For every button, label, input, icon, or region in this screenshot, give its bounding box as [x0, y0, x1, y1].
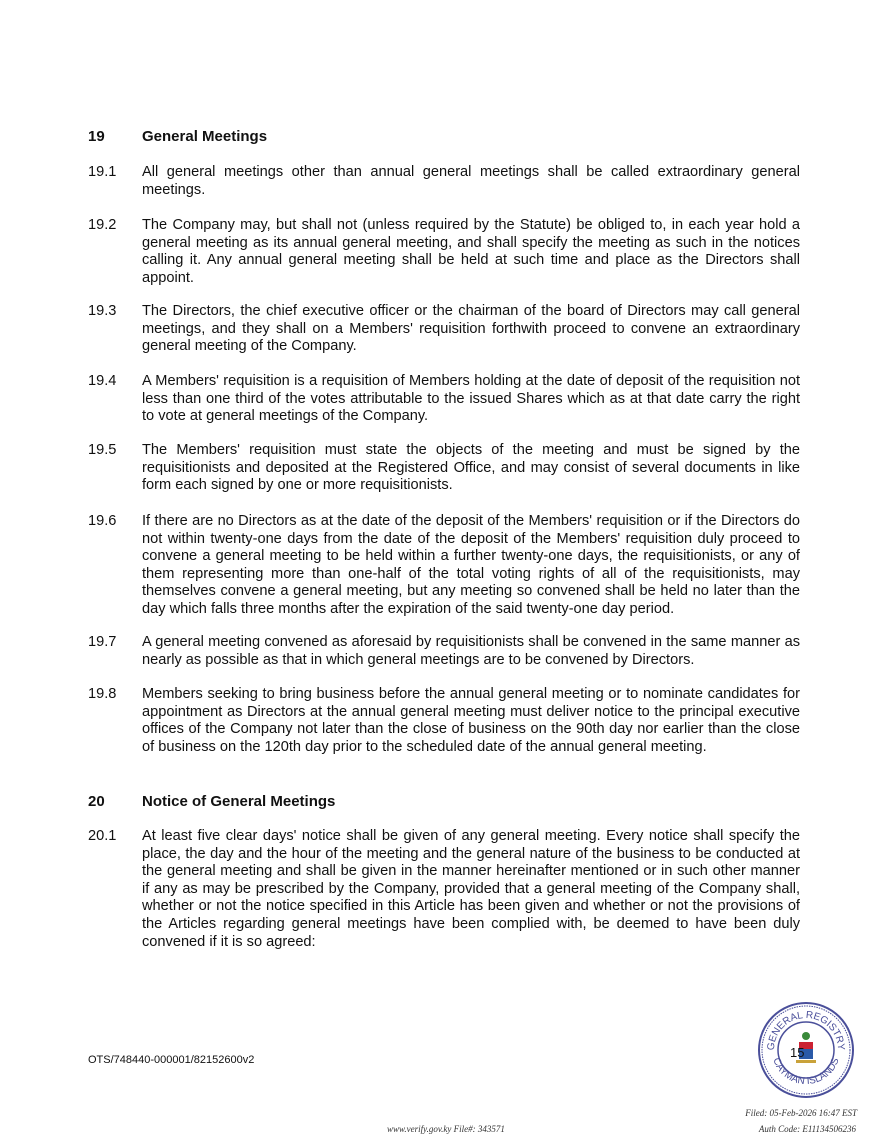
clause-19-2	[88, 217, 800, 287]
clause-number: 19.2	[88, 217, 117, 233]
clause-19-5	[88, 442, 800, 495]
clause-number: 19.3	[88, 303, 117, 319]
document-reference: OTS/748440-000001/82152600v2	[88, 1054, 255, 1066]
svg-text:GENERAL REGISTRY: GENERAL REGISTRY	[765, 1009, 847, 1051]
clause-text: A general meeting convened as aforesaid by requisitionists shall be convened in the same manner as nearly as possible as that in which general meetings are to be convened by Directors.	[142, 634, 800, 668]
clause-number: 19.7	[88, 634, 117, 650]
clause-19-3	[88, 303, 800, 356]
clause-text: All general meetings other than annual general meetings shall be called extraordinary general meetings.	[142, 164, 800, 198]
page-number: 15	[790, 1045, 805, 1060]
clause-number: 19.6	[88, 513, 117, 529]
svg-text:CAYMAN ISLANDS: CAYMAN ISLANDS	[770, 1056, 842, 1088]
clause-text: If there are no Directors as at the date of the deposit of the Members' requisition or if the Directors do not within twenty-one days from the date of the deposit of the Members' requisition duly proceed to convene a general meeting to be held within a further twenty-one days, the requisitionists, or any of them representing more than one-half of the total voting rights of all of the requisitionists, may themselves convene a general meeting, but any meeting so convened shall be held no later than the day which falls three months after the expiration of the said twenty-one day period.	[142, 513, 800, 617]
filed-date: Filed: 05-Feb-2026 16:47 EST	[745, 1108, 857, 1118]
section-heading-19	[88, 128, 800, 146]
clause-text: At least five clear days' notice shall be given of any general meeting. Every notice shall specify the place, the day and the hour of the meeting and the general nature of the business to be conducted at the general meeting and shall be given in the manner hereinafter mentioned or in such other manner if any as may be prescribed by the Company, provided that a general meeting of the Company shall, whether or not the notice specified in this Article has been given and whether or not the provisions of the Articles regarding general meetings have been complied with, be deemed to have been duly convened if it is so agreed:	[142, 828, 800, 950]
section-number: 20	[88, 793, 105, 810]
clause-20-1	[88, 828, 800, 951]
clause-19-1	[88, 164, 800, 199]
section-title: General Meetings	[142, 128, 268, 145]
section-title: Notice of General Meetings	[142, 793, 336, 810]
general-registry-seal-icon	[756, 1000, 856, 1100]
clause-number: 19.5	[88, 442, 117, 458]
clause-text: A Members' requisition is a requisition of Members holding at the date of deposit of the requisition not less than one third of the votes attributable to the issued Shares which as at that date carry the right to vote at general meetings of the Company.	[142, 373, 800, 425]
clause-19-6	[88, 513, 800, 619]
clause-text: The Company may, but shall not (unless required by the Statute) be obliged to, in each year hold a general meeting as its annual general meeting, and shall specify the meeting as such in the notices calling it. Any annual general meeting shall be held at such time and place as the Directors shall appoint.	[142, 217, 800, 286]
clause-text: The Members' requisition must state the objects of the meeting and must be signed by the requisitionists and deposited at the Registered Office, and may consist of several documents in like form each signed by one or more requisitionists.	[142, 442, 800, 494]
clause-19-4	[88, 373, 800, 426]
clause-text: Members seeking to bring business before the annual general meeting or to nominate candidates for appointment as Directors at the annual general meeting must deliver notice to the principal executive offices of the Company not later than the close of business on the 90th day nor earlier than the close of business on the 120th day prior to the scheduled date of the annual general meeting.	[142, 686, 800, 755]
auth-code: Auth Code: E11134506236	[758, 1124, 856, 1134]
clause-number: 20.1	[88, 828, 117, 844]
clause-number: 19.4	[88, 373, 117, 389]
clause-number: 19.8	[88, 686, 117, 702]
verify-link: www.verify.gov.ky File#: 343571	[387, 1124, 505, 1134]
section-number: 19	[88, 128, 105, 145]
section-heading-20	[88, 793, 800, 811]
clause-number: 19.1	[88, 164, 117, 180]
clause-19-7	[88, 634, 800, 669]
clause-text: The Directors, the chief executive officer or the chairman of the board of Directors may call general meetings, and they shall on a Members' requisition forthwith proceed to convene an extraordinary general meeting of the Company.	[142, 303, 800, 355]
clause-19-8	[88, 686, 800, 756]
